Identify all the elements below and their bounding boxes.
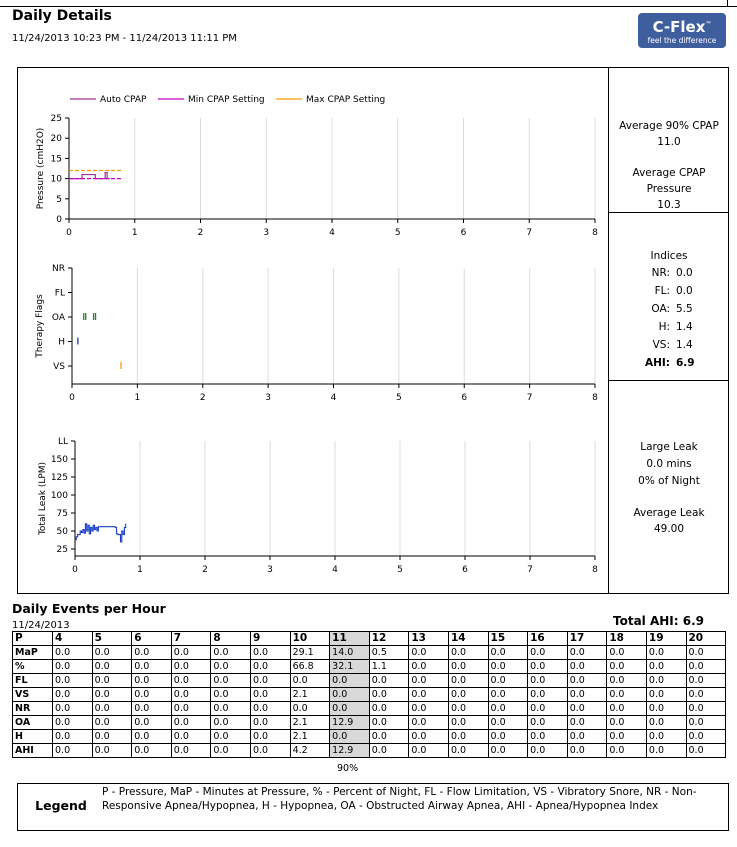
x-tick-label: 1	[137, 565, 143, 575]
table-cell: 0.0	[132, 660, 172, 674]
column-header: 18	[607, 632, 647, 646]
indices-summary	[608, 212, 729, 381]
legend-entry: Max CPAP Setting	[306, 95, 386, 105]
index-key: NR:	[651, 267, 670, 279]
table-cell: 2.1	[290, 730, 330, 744]
table-cell: 0.0	[53, 702, 93, 716]
x-tick-label: 6	[462, 565, 468, 575]
table-cell: 0.0	[409, 716, 449, 730]
table-cell: 0.0	[171, 744, 211, 758]
table-cell: 0.0	[448, 744, 488, 758]
row-label: VS	[13, 688, 53, 702]
index-key: FL:	[654, 285, 670, 297]
charts-svg	[18, 68, 608, 593]
table-cell: 0.0	[171, 646, 211, 660]
table-cell: 14.0	[330, 646, 370, 660]
table-cell: 0.0	[686, 702, 726, 716]
table-cell: 0.0	[646, 730, 686, 744]
table-cell: 0.0	[646, 660, 686, 674]
x-tick-label: 4	[332, 565, 338, 575]
table-cell: 0.0	[646, 702, 686, 716]
table-cell: 0.0	[488, 716, 528, 730]
table-cell: 0.0	[567, 716, 607, 730]
table-cell: 0.0	[488, 688, 528, 702]
events-table	[12, 631, 726, 758]
table-cell: 0.0	[686, 660, 726, 674]
table-cell: 0.0	[330, 688, 370, 702]
table-cell: 0.0	[567, 730, 607, 744]
x-tick-label: 0	[69, 393, 75, 403]
table-cell: 0.0	[409, 730, 449, 744]
index-row	[609, 318, 729, 336]
row-label: FL	[13, 674, 53, 688]
row-label: MaP	[13, 646, 53, 660]
table-cell: 0.0	[409, 744, 449, 758]
table-cell: 4.2	[290, 744, 330, 758]
table-cell: 0.0	[488, 674, 528, 688]
table-row	[13, 702, 726, 716]
table-cell: 0.0	[528, 730, 568, 744]
table-cell: 1.1	[369, 660, 409, 674]
table-cell: 0.0	[488, 660, 528, 674]
x-tick-label: 7	[527, 565, 533, 575]
column-header: 4	[53, 632, 93, 646]
table-cell: 0.0	[171, 730, 211, 744]
table-cell: 0.0	[528, 702, 568, 716]
table-cell: 0.0	[686, 688, 726, 702]
table-cell: 0.0	[686, 744, 726, 758]
table-cell: 0.0	[409, 688, 449, 702]
table-cell: 0.0	[646, 646, 686, 660]
table-cell: 0.0	[448, 688, 488, 702]
table-cell: 0.0	[448, 730, 488, 744]
table-cell: 0.0	[567, 688, 607, 702]
table-cell: 0.0	[92, 646, 132, 660]
index-value: 0.0	[676, 285, 693, 297]
table-cell: 0.0	[132, 744, 172, 758]
y-axis-label: Therapy Flags	[35, 294, 45, 358]
table-cell: 0.0	[607, 674, 647, 688]
y-tick-label: 100	[50, 491, 68, 501]
leak-summary	[608, 381, 729, 593]
total-ahi: Total AHI: 6.9	[613, 614, 704, 628]
table-cell: 0.0	[250, 674, 290, 688]
table-cell: 0.0	[53, 674, 93, 688]
table-cell: 0.0	[686, 716, 726, 730]
table-row	[13, 660, 726, 674]
table-cell: 0.0	[132, 702, 172, 716]
table-row	[13, 646, 726, 660]
index-key: H:	[658, 321, 670, 333]
avg-cpap-value: 10.3	[657, 199, 681, 211]
table-cell: 0.0	[646, 688, 686, 702]
table-cell: 0.0	[132, 646, 172, 660]
y-tick-label: 125	[50, 473, 68, 483]
average-leak-label: Average Leak	[633, 507, 705, 519]
x-tick-label: 7	[526, 228, 533, 238]
table-cell: 0.0	[53, 646, 93, 660]
table-cell: 0.0	[528, 688, 568, 702]
column-header: 12	[369, 632, 409, 646]
column-header: 17	[567, 632, 607, 646]
y-tick-label: 25	[56, 545, 68, 555]
row-label: NR	[13, 702, 53, 716]
table-cell: 0.0	[686, 674, 726, 688]
table-cell: 0.0	[53, 660, 93, 674]
table-row	[13, 744, 726, 758]
y-tick-label: 75	[56, 509, 68, 519]
avg-cpap-label: Average CPAP Pressure	[632, 167, 706, 195]
y-axis-label: Total Leak (LPM)	[38, 461, 48, 536]
ahi-key: AHI:	[644, 357, 670, 369]
table-cell: 0.0	[488, 744, 528, 758]
index-row	[609, 336, 729, 354]
date-range: 11/24/2013 10:23 PM - 11/24/2013 11:11 PM	[12, 33, 237, 44]
x-tick-label: 2	[197, 228, 204, 238]
table-cell: 0.0	[567, 660, 607, 674]
x-tick-label: 4	[329, 228, 335, 238]
table-cell: 0.0	[369, 702, 409, 716]
column-header: 9	[250, 632, 290, 646]
x-tick-label: 8	[592, 228, 598, 238]
index-value: 1.4	[676, 321, 693, 333]
column-header: P	[13, 632, 53, 646]
avg90-value: 11.0	[657, 136, 681, 148]
table-cell: 0.0	[211, 744, 251, 758]
table-cell: 0.0	[528, 660, 568, 674]
legend-box	[17, 783, 729, 831]
y-tick-label: FL	[54, 288, 65, 299]
top-rule	[0, 6, 737, 7]
y-tick-label: 150	[50, 455, 68, 465]
table-cell: 0.0	[211, 688, 251, 702]
page-title: Daily Details	[12, 8, 112, 24]
table-cell: 0.0	[171, 688, 211, 702]
index-key: VS:	[652, 339, 670, 351]
x-tick-label: 5	[396, 393, 402, 403]
y-tick-label: NR	[52, 264, 65, 274]
table-cell: 32.1	[330, 660, 370, 674]
x-tick-label: 4	[330, 393, 337, 403]
y-tick-label: OA	[51, 313, 65, 323]
y-tick-label: 0	[56, 215, 62, 225]
x-tick-label: 1	[131, 228, 138, 238]
x-tick-label: 5	[397, 565, 403, 575]
table-cell: 0.0	[330, 674, 370, 688]
x-tick-label: 3	[265, 393, 271, 403]
column-header: 15	[488, 632, 528, 646]
table-header-row	[13, 632, 726, 646]
table-cell: 0.0	[330, 702, 370, 716]
table-row	[13, 730, 726, 744]
table-cell: 66.8	[290, 660, 330, 674]
table-cell: 0.0	[369, 730, 409, 744]
table-cell: 0.0	[250, 646, 290, 660]
table-cell: 0.0	[409, 660, 449, 674]
table-cell: 0.0	[567, 646, 607, 660]
x-tick-label: 6	[460, 228, 467, 238]
table-cell: 0.0	[330, 730, 370, 744]
index-row	[609, 282, 729, 300]
events-title: Daily Events per Hour	[12, 601, 166, 616]
table-cell: 12.9	[330, 744, 370, 758]
table-cell: 0.0	[369, 674, 409, 688]
indices-title: Indices	[650, 250, 688, 262]
index-value: 5.5	[676, 303, 693, 315]
table-cell: 0.0	[211, 646, 251, 660]
table-cell: 0.0	[448, 674, 488, 688]
table-cell: 0.0	[211, 716, 251, 730]
x-tick-label: 5	[394, 228, 401, 238]
y-tick-label: 15	[50, 154, 62, 165]
x-tick-label: 7	[526, 393, 533, 403]
series-line	[69, 173, 110, 179]
y-axis-label: Pressure (cmH2O)	[36, 127, 46, 210]
x-tick-label: 6	[461, 393, 468, 403]
table-cell: 0.0	[607, 688, 647, 702]
column-header: 7	[171, 632, 211, 646]
table-cell: 0.0	[132, 688, 172, 702]
x-tick-label: 8	[592, 565, 598, 575]
table-cell: 0.0	[92, 730, 132, 744]
table-cell: 0.0	[132, 716, 172, 730]
large-leak-pct: 0% of Night	[638, 475, 700, 487]
y-tick-label: H	[58, 337, 65, 348]
table-cell: 0.0	[448, 646, 488, 660]
column-header: 8	[211, 632, 251, 646]
table-cell: 0.0	[53, 730, 93, 744]
column-header: 16	[528, 632, 568, 646]
x-tick-label: 0	[66, 228, 72, 238]
table-cell: 0.0	[409, 674, 449, 688]
table-cell: 0.0	[409, 702, 449, 716]
column-header: 19	[646, 632, 686, 646]
pressure-summary	[608, 68, 729, 212]
table-cell: 0.0	[211, 674, 251, 688]
table-cell: 0.0	[488, 702, 528, 716]
row-label: AHI	[13, 744, 53, 758]
large-leak-label: Large Leak	[640, 441, 698, 453]
percent-label: 90%	[337, 763, 359, 774]
y-tick-label: 25	[50, 114, 62, 124]
table-cell: 0.0	[646, 674, 686, 688]
table-cell: 0.0	[92, 744, 132, 758]
table-cell: 0.0	[53, 716, 93, 730]
table-cell: 0.0	[528, 646, 568, 660]
table-cell: 0.0	[686, 730, 726, 744]
table-row	[13, 688, 726, 702]
table-cell: 2.1	[290, 688, 330, 702]
table-cell: 0.0	[607, 646, 647, 660]
table-cell: 0.0	[369, 716, 409, 730]
table-cell: 0.0	[607, 716, 647, 730]
table-cell: 0.5	[369, 646, 409, 660]
column-header: 14	[448, 632, 488, 646]
column-header: 13	[409, 632, 449, 646]
table-cell: 0.0	[528, 674, 568, 688]
table-cell: 0.0	[171, 660, 211, 674]
y-tick-label: 20	[50, 134, 62, 145]
index-row	[609, 300, 729, 318]
table-row	[13, 716, 726, 730]
index-row	[609, 264, 729, 282]
table-cell: 0.0	[250, 688, 290, 702]
row-label: %	[13, 660, 53, 674]
y-tick-label: 50	[56, 527, 68, 537]
x-tick-label: 1	[134, 393, 141, 403]
corner-mark	[727, 0, 728, 6]
legend-text: P - Pressure, MaP - Minutes at Pressure, % - Percent of Night, FL - Flow Limitation, VS - Vibratory Snore, NR - Non-Responsive Apnea/Hypopnea, H - Hypopnea, OA - Obstructed Airway Apnea, AHI - Apnea/Hypopnea Index	[102, 786, 697, 812]
x-tick-label: 2	[202, 565, 208, 575]
cflex-logo	[638, 13, 726, 48]
table-cell: 0.0	[567, 744, 607, 758]
table-cell: 0.0	[211, 660, 251, 674]
index-value: 0.0	[676, 267, 693, 279]
row-label: OA	[13, 716, 53, 730]
y-tick-label: 5	[56, 194, 62, 205]
y-tick-label: LL	[57, 437, 68, 447]
table-cell: 0.0	[369, 688, 409, 702]
logo-trademark: ™	[705, 21, 712, 28]
logo-tagline: feel the difference	[647, 36, 717, 45]
table-cell: 0.0	[646, 716, 686, 730]
table-cell: 0.0	[607, 744, 647, 758]
y-tick-label: VS	[53, 362, 65, 372]
x-tick-label: 2	[199, 393, 206, 403]
x-tick-label: 3	[267, 565, 273, 575]
table-cell: 0.0	[250, 716, 290, 730]
table-cell: 0.0	[488, 730, 528, 744]
table-cell: 0.0	[448, 660, 488, 674]
table-cell: 0.0	[92, 716, 132, 730]
table-row	[13, 674, 726, 688]
table-cell: 0.0	[53, 688, 93, 702]
column-header: 10	[290, 632, 330, 646]
table-cell: 0.0	[448, 716, 488, 730]
x-tick-label: 3	[263, 228, 270, 238]
table-cell: 0.0	[92, 702, 132, 716]
column-header: 11	[330, 632, 370, 646]
y-tick-label: 10	[50, 174, 62, 185]
table-cell: 0.0	[132, 674, 172, 688]
table-cell: 0.0	[171, 674, 211, 688]
table-cell: 0.0	[488, 646, 528, 660]
table-cell: 0.0	[250, 744, 290, 758]
table-cell: 0.0	[369, 744, 409, 758]
table-cell: 0.0	[607, 702, 647, 716]
column-header: 20	[686, 632, 726, 646]
table-cell: 0.0	[607, 660, 647, 674]
legend-label: Legend	[35, 798, 87, 813]
large-leak-mins: 0.0 mins	[646, 458, 692, 470]
index-value: 1.4	[676, 339, 693, 351]
column-header: 6	[132, 632, 172, 646]
table-cell: 0.0	[250, 730, 290, 744]
table-cell: 0.0	[528, 744, 568, 758]
table-cell: 0.0	[290, 674, 330, 688]
x-tick-label: 8	[592, 393, 598, 403]
table-cell: 0.0	[646, 744, 686, 758]
row-label: H	[13, 730, 53, 744]
table-cell: 0.0	[211, 702, 251, 716]
table-cell: 0.0	[132, 730, 172, 744]
table-cell: 0.0	[92, 660, 132, 674]
avg90-label: Average 90% CPAP	[619, 120, 719, 132]
table-cell: 0.0	[53, 744, 93, 758]
table-cell: 0.0	[607, 730, 647, 744]
table-cell: 0.0	[448, 702, 488, 716]
table-cell: 0.0	[92, 674, 132, 688]
table-cell: 0.0	[567, 674, 607, 688]
events-date: 11/24/2013	[12, 620, 70, 631]
table-cell: 0.0	[171, 716, 211, 730]
charts-panel	[17, 67, 729, 594]
average-leak-value: 49.00	[653, 523, 685, 535]
ahi-value: 6.9	[676, 357, 695, 369]
x-tick-label: 0	[72, 565, 78, 575]
ahi-row	[609, 354, 729, 372]
table-cell: 0.0	[290, 702, 330, 716]
table-cell: 29.1	[290, 646, 330, 660]
index-key: OA:	[651, 303, 670, 315]
table-cell: 0.0	[211, 730, 251, 744]
table-cell: 0.0	[567, 702, 607, 716]
table-cell: 0.0	[686, 646, 726, 660]
logo-text: C-Flex	[652, 18, 706, 36]
table-cell: 0.0	[409, 646, 449, 660]
table-cell: 0.0	[250, 702, 290, 716]
table-cell: 0.0	[528, 716, 568, 730]
leak-series-line	[75, 524, 126, 542]
legend-entry: Auto CPAP	[100, 95, 147, 105]
legend-entry: Min CPAP Setting	[188, 95, 265, 105]
table-cell: 0.0	[92, 688, 132, 702]
column-header: 5	[92, 632, 132, 646]
table-cell: 0.0	[171, 702, 211, 716]
table-cell: 2.1	[290, 716, 330, 730]
table-cell: 0.0	[250, 660, 290, 674]
table-cell: 12.9	[330, 716, 370, 730]
